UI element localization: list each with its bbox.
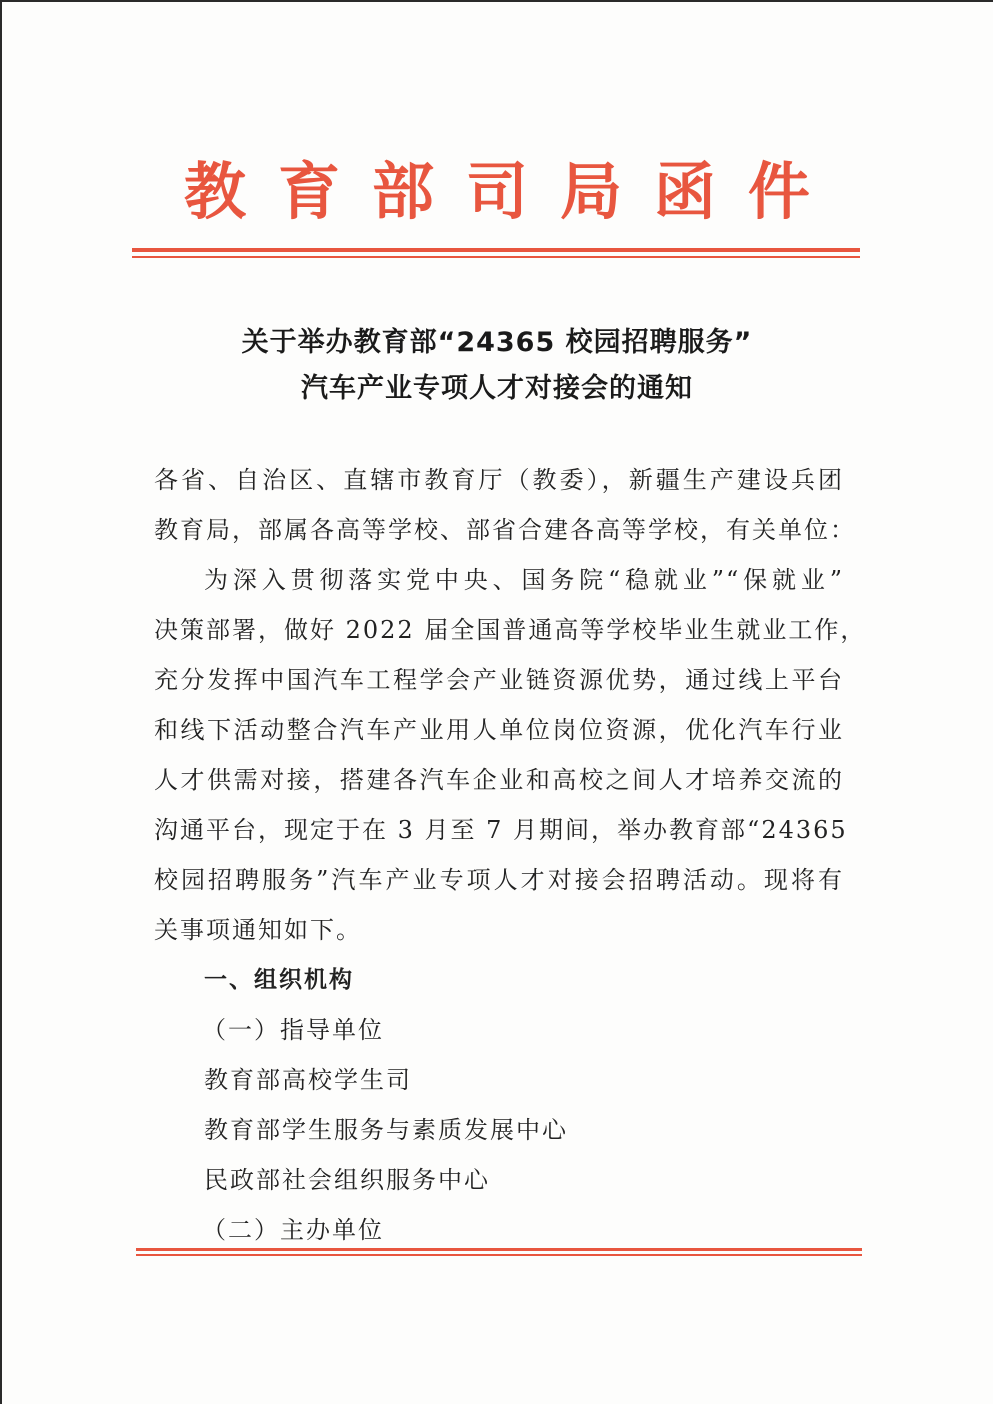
footer-rule-thin	[136, 1254, 862, 1256]
letterhead-char: 司	[465, 155, 528, 228]
letterhead-rule-thick	[132, 248, 860, 252]
letterhead-char: 函	[653, 155, 716, 228]
list-item: 教育部学生服务与素质发展中心	[204, 1116, 568, 1144]
body-line: 充分发挥中国汽车工程学会产业链资源优势，通过线上平台	[154, 666, 844, 694]
body-line: 沟通平台，现定于在 3 月至 7 月期间，举办教育部“24365	[154, 816, 848, 844]
subsection-heading: （一）指导单位	[202, 1016, 384, 1044]
letterhead-char: 局	[559, 155, 622, 228]
body-line: 决策部署，做好 2022 届全国普通高等学校毕业生就业工作，	[154, 616, 867, 644]
list-item: 民政部社会组织服务中心	[204, 1166, 490, 1194]
letterhead-char: 件	[747, 155, 810, 228]
body-line: 人才供需对接，搭建各汽车企业和高校之间人才培养交流的	[154, 766, 844, 794]
letterhead-char: 育	[277, 155, 340, 228]
body-line: 和线下活动整合汽车产业用人单位岗位资源，优化汽车行业	[154, 716, 844, 744]
footer-rule-thick	[136, 1248, 862, 1251]
section-heading: 一、组织机构	[204, 967, 354, 993]
addressee-line2: 教育局，部属各高等学校、部省合建各高等学校，有关单位：	[154, 516, 856, 544]
letterhead-char: 教	[184, 155, 247, 228]
addressee-line1: 各省、自治区、直辖市教育厅（教委），新疆生产建设兵团	[154, 466, 844, 494]
document-title-line2: 汽车产业专项人才对接会的通知	[301, 373, 693, 404]
body-line: 关事项通知如下。	[154, 916, 362, 944]
document-title-line1: 关于举办教育部“24365 校园招聘服务”	[241, 327, 753, 358]
body-line: 校园招聘服务”汽车产业专项人才对接会招聘活动。现将有	[154, 866, 844, 894]
letterhead-title	[132, 152, 862, 232]
subsection-heading: （二）主办单位	[202, 1216, 384, 1244]
letterhead-rule-thin	[132, 256, 860, 258]
letterhead-char: 部	[371, 155, 434, 228]
list-item: 教育部高校学生司	[204, 1066, 412, 1094]
body-line: 为深入贯彻落实党中央、国务院“稳就业”“保就业”	[204, 566, 844, 594]
